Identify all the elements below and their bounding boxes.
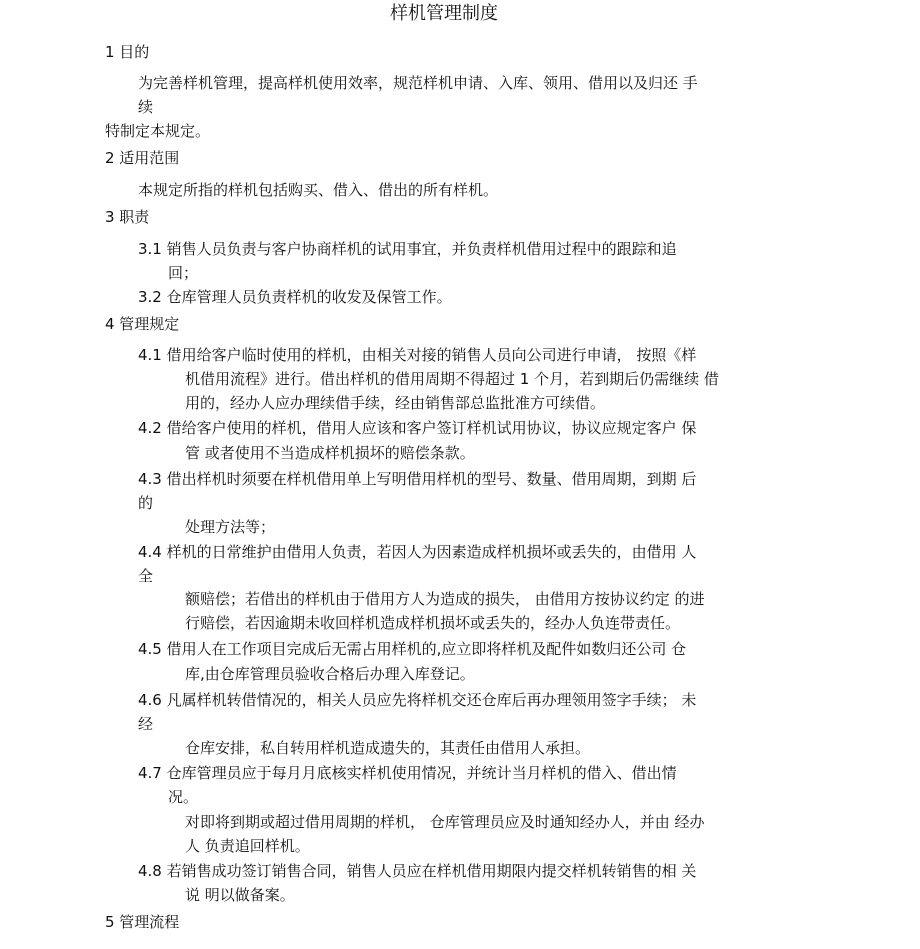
- clause-line: 4.1 借用给客户临时使用的样机，由相关对接的销售人员向公司进行申请， 按照《样: [138, 346, 697, 364]
- text-line: 全: [138, 567, 154, 585]
- clause-line: 3.2 仓库管理人员负责样机的收发及保管工作。: [138, 288, 452, 306]
- text-line: 的: [138, 494, 154, 512]
- clause-line: 4.5 借用人在工作项目完成后无需占用样机的,应立即将样机及配件如数归还公司 仓: [138, 640, 687, 658]
- text-line: 续: [138, 98, 154, 116]
- text-line: 处理方法等；: [185, 518, 276, 536]
- section-heading: 3 职责: [105, 208, 150, 226]
- text-line: 行赔偿，若因逾期未收回样机造成样机损坏或丢失的，经办人负连带责任。: [185, 614, 681, 632]
- text-line: 用的，经办人应办理续借手续，经由销售部总监批准方可续借。: [185, 394, 606, 412]
- text-line: 人 负责追回样机。: [185, 837, 310, 855]
- text-line: 管 或者使用不当造成样机损坏的赔偿条款。: [185, 444, 475, 462]
- text-line: 仓库安排，私自转用样机造成遗失的，其责任由借用人承担。: [185, 739, 591, 757]
- text-line: 库,由仓库管理员验收合格后办理入库登记。: [185, 665, 475, 683]
- page-title: 样机管理制度: [390, 3, 498, 24]
- clause-line: 4.7 仓库管理员应于每月月底核实样机使用情况，并统计当月样机的借入、借出情: [138, 764, 677, 782]
- text-line: 为完善样机管理，提高样机使用效率，规范样机申请、入库、领用、借用以及归还 手: [138, 74, 698, 92]
- clause-line: 3.1 销售人员负责与客户协商样机的试用事宜，并负责样机借用过程中的跟踪和追: [138, 240, 677, 258]
- text-line: 经: [138, 715, 154, 733]
- text-line: 说 明以做备案。: [185, 886, 295, 904]
- text-line: 额赔偿；若借出的样机由于借用方人为造成的损失， 由借用方按协议约定 的进: [185, 590, 705, 608]
- text-line: 本规定所指的样机包括购买、借入、借出的所有样机。: [138, 181, 499, 199]
- clause-line: 4.8 若销售成功签订销售合同，销售人员应在样机借用期限内提交样机转销售的相 关: [138, 862, 697, 880]
- section-heading: 2 适用范围: [105, 149, 180, 167]
- text-line: 况。: [168, 788, 199, 806]
- section-heading: 4 管理规定: [105, 315, 180, 333]
- section-heading: 5 管理流程: [105, 913, 180, 931]
- text-line: 回；: [168, 264, 199, 282]
- clause-line: 4.2 借给客户使用的样机，借用人应该和客户签订样机试用协议，协议应规定客户 保: [138, 419, 697, 437]
- section-heading: 1 目的: [105, 43, 150, 61]
- clause-line: 4.3 借出样机时须要在样机借用单上写明借用样机的型号、数量、借用周期，到期 后: [138, 470, 697, 488]
- clause-line: 4.4 样机的日常维护由借用人负责，若因人为因素造成样机损坏或丢失的，由借用 人: [138, 543, 697, 561]
- text-line: 特制定本规定。: [105, 122, 211, 140]
- text-line: 对即将到期或超过借用周期的样机， 仓库管理员应及时通知经办人，并由 经办: [185, 813, 705, 831]
- clause-line: 4.6 凡属样机转借情况的，相关人员应先将样机交还仓库后再办理领用签字手续； 未: [138, 691, 697, 709]
- text-line: 机借用流程》进行。借出样机的借用周期不得超过 1 个月，若到期后仍需继续 借: [185, 370, 719, 388]
